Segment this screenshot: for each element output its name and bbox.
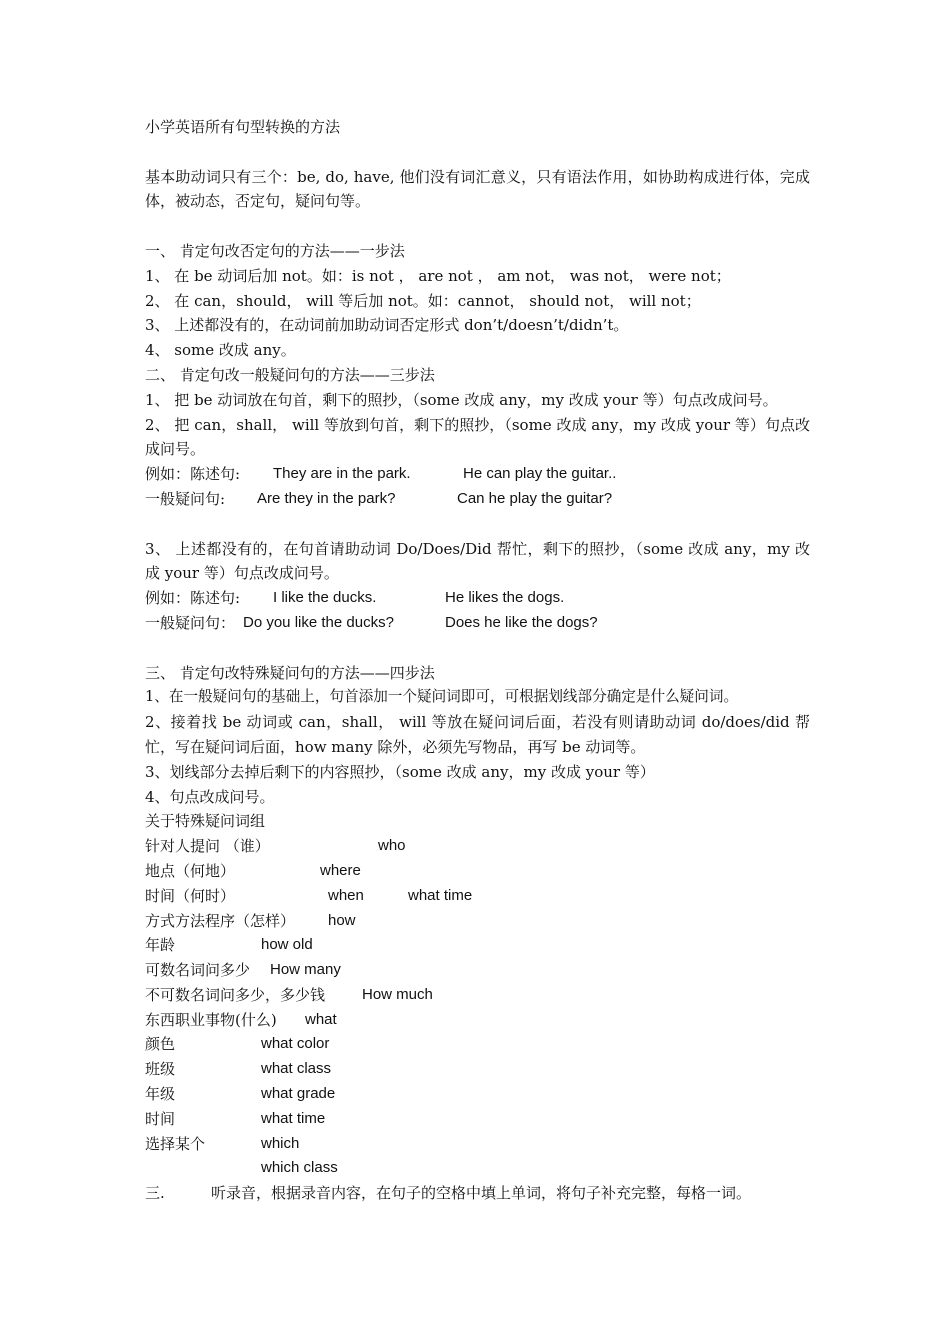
example1-statement-1: They are in the park. [273, 465, 411, 483]
question-word-row [145, 1107, 810, 1132]
question-word-label: 选择某个 [145, 1134, 206, 1153]
section1-heading: 一、 肯定句改否定句的方法——一步法 [145, 241, 405, 260]
example1-question-1: Are they in the park? [257, 489, 396, 507]
question-word-row [145, 884, 810, 909]
question-word-row [145, 1156, 810, 1181]
section1-item-3: 3、 上述都没有的，在动词前加助动词否定形式 don’t/doesn’t/didn’t。 [145, 316, 629, 335]
example2-statement-row [145, 586, 810, 611]
question-word-row [145, 1082, 810, 1107]
question-word: what grade [261, 1085, 336, 1103]
question-word: when [328, 886, 364, 904]
question-word-label: 班级 [145, 1060, 176, 1079]
question-word: which [261, 1134, 300, 1152]
listening-task-row [145, 1181, 810, 1206]
spacer [145, 636, 810, 661]
example2-question-2: Does he like the dogs? [445, 613, 598, 631]
question-word: what [305, 1010, 337, 1028]
example2-question-row [145, 611, 810, 636]
example1-statement-row [145, 462, 810, 487]
question-word-label: 时间 [145, 1109, 176, 1128]
section2-heading: 二、 肯定句改一般疑问句的方法——三步法 [145, 365, 435, 384]
intro-paragraph: 基本助动词只有三个：be, do, have, 他们没有词汇意义，只有语法作用，如协助构成进行体，完成体，被动态，否定句，疑问句等。 [145, 167, 810, 211]
question-word-alt: what time [408, 886, 473, 904]
question-word: what color [261, 1035, 330, 1053]
example1-question-2: Can he play the guitar? [457, 489, 613, 507]
question-word-label: 东西职业事物(什么) [145, 1010, 277, 1029]
question-word: How many [270, 961, 341, 979]
example2-statement-2: He likes the dogs. [445, 589, 565, 607]
example2-statement-1: I like the ducks. [273, 589, 377, 607]
question-word-row [145, 909, 810, 934]
section2-item-3: 3、 上述都没有的，在句首请助动词 Do/Does/Did 帮忙，剩下的照抄，（some 改成 any，my 改成 your 等）句点改成问号。 [145, 539, 810, 583]
section3-item-4: 4、句点改成问号。 [145, 787, 275, 806]
question-word-row [145, 859, 810, 884]
question-word-label: 不可数名词问多少，多少钱 [145, 985, 326, 1004]
section2-item-2: 2、 把 can，shall， will 等放到句首，剩下的照抄，（some 改成 any，my 改成 your 等）句点改成问号。 [145, 415, 810, 459]
example1-statement-2: He can play the guitar.. [463, 465, 617, 483]
section3-item-3: 3、划线部分去掉后剩下的内容照抄，（some 改成 any，my 改成 your 等） [145, 762, 655, 781]
example2-question-label: 一般疑问句： [145, 613, 236, 632]
section2-item-1: 1、 把 be 动词放在句首，剩下的照抄，（some 改成 any，my 改成 your 等）句点改成问号。 [145, 390, 778, 409]
question-word: How much [362, 985, 433, 1003]
question-word: what time [261, 1109, 326, 1127]
question-word-label: 颜色 [145, 1035, 176, 1054]
question-word-row [145, 983, 810, 1008]
question-word: which class [261, 1159, 338, 1177]
question-word-label: 年龄 [145, 936, 176, 955]
spacer [145, 512, 810, 537]
question-word-label: 地点（何地） [145, 861, 236, 880]
question-word: where [320, 861, 361, 879]
question-word-row [145, 834, 810, 859]
question-word: what class [261, 1060, 332, 1078]
document-page [145, 115, 810, 1206]
question-word-label: 时间（何时） [145, 886, 236, 905]
section3-item-2: 2、接着找 be 动词或 can，shall， will 等放在疑问词后面，若没有则请助动词 do/does/did 帮忙，写在疑问词后面，how many 除外，必须先写物品，再写 be 动词等。 [145, 713, 810, 756]
spacer [145, 140, 810, 165]
example1-question-label: 一般疑问句: [145, 489, 226, 508]
question-word-row [145, 933, 810, 958]
spacer [145, 214, 810, 239]
question-word-label: 年级 [145, 1085, 176, 1104]
example2-statement-label: 例如：陈述句: [145, 589, 241, 608]
question-word-row [145, 1132, 810, 1157]
section1-item-1: 1、 在 be 动词后加 not。如：is not ， are not ， am not， was not， were not； [145, 266, 731, 285]
question-word-label: 可数名词问多少 [145, 961, 251, 980]
question-word-row [145, 1032, 810, 1057]
example1-question-row [145, 487, 810, 512]
question-words-title: 关于特殊疑问词组 [145, 812, 266, 831]
question-word-row [145, 1008, 810, 1033]
example2-question-1: Do you like the ducks? [243, 613, 394, 631]
listening-task-text: 听录音，根据录音内容，在句子的空格中填上单词，将句子补充完整，每格一词。 [211, 1184, 752, 1203]
section3-heading: 三、 肯定句改特殊疑问句的方法——四步法 [145, 663, 435, 682]
document-title: 小学英语所有句型转换的方法 [145, 118, 341, 136]
question-word-label: 针对人提问 （谁） [145, 837, 270, 856]
question-word-row [145, 958, 810, 983]
question-word-row [145, 1057, 810, 1082]
question-word: who [378, 837, 406, 855]
question-word: how [328, 911, 356, 929]
example1-statement-label: 例如：陈述句: [145, 465, 241, 484]
section1-item-4: 4、 some 改成 any。 [145, 341, 296, 360]
question-word: how old [261, 936, 313, 954]
section1-item-2: 2、 在 can，should， will 等后加 not。如：cannot， should not， will not； [145, 291, 701, 310]
listening-task-number: 三. [145, 1184, 165, 1203]
section3-item-1: 1、在一般疑问句的基础上，句首添加一个疑问词即可，可根据划线部分确定是什么疑问词。 [145, 688, 739, 706]
question-word-label: 方式方法程序（怎样） [145, 911, 296, 930]
